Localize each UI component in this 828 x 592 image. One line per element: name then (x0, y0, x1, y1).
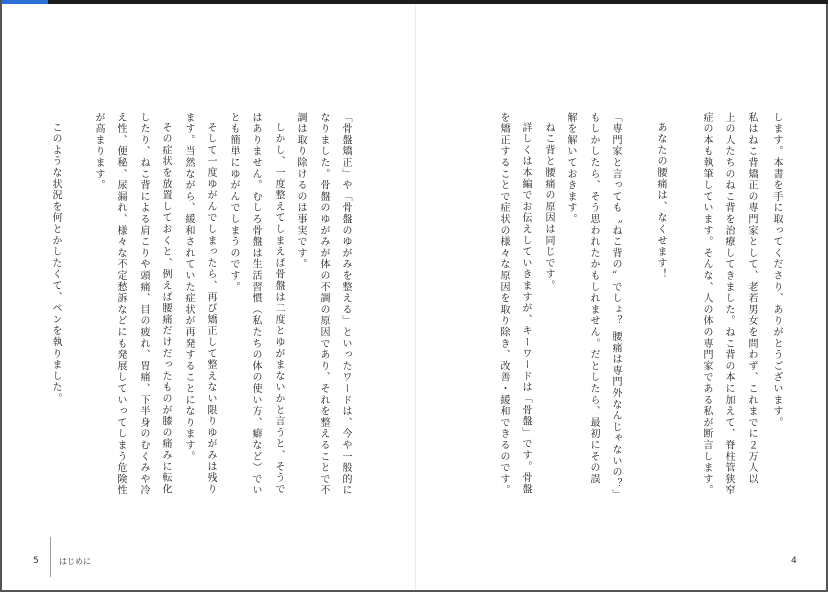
text-line (673, 112, 693, 542)
top-bar-accent (2, 0, 48, 4)
text-line: を矯正することで症状の様々な原因を取り除き、改善・緩和できるのです。 (498, 112, 509, 497)
text-line: 私はねこ背矯正の専門家として、老若男女を問わず、これまでに２万人以 (746, 112, 757, 485)
page-gutter (415, 4, 416, 590)
text-line: その症状を放置しておくと、例えば腰痛だけだったものが膝の痛みに転化 (160, 122, 171, 495)
text-line: ねこ背と腰痛の原因は同じです。 (543, 122, 554, 292)
page-number-left: 5 (33, 556, 39, 566)
text-line: とも簡単にゆがんでしまうのです。 (228, 112, 239, 293)
text-line: そして一度ゆがんでしまったら、再び矯正して整えない限りゆがみは残り (205, 122, 216, 495)
text-line: 症の本も執筆しています。そんな、人の体の専門家である私が断言します。 (701, 112, 712, 497)
text-line: 上の人たちのねこ背を治療してきました。ねこ背の本に加えて、脊柱管狭窄 (723, 112, 734, 497)
text-line: 調は取り除けるのは事実です。 (295, 112, 306, 271)
text-line: します。本書を手に取ってくださり、ありがとうございます。 (771, 112, 782, 429)
text-line: このような状況を何とかしたくて、ペンを執りました。 (50, 122, 61, 405)
text-line (66, 112, 86, 542)
running-title: はじめに (59, 557, 91, 566)
footer-divider (50, 537, 51, 577)
text-line: ます。当然ながら、緩和されていた症状が再発することになります。 (183, 112, 194, 463)
text-line: もしかしたら、そう思われたかもしれません。だとしたら、最初にその誤 (588, 112, 599, 485)
text-line (628, 112, 648, 542)
text-line: 「骨盤矯正」や「骨盤のゆがみを整える」といったワードは、今や一般的に (340, 112, 351, 497)
text-line-highlight: あなたの腰痛は、なくせます！ (655, 122, 666, 281)
text-line: しかし、一度整えてしまえば骨盤は二度とゆがまないかと言うと、そうで (273, 122, 284, 495)
text-line: 詳しくは本編でお伝えしていきますが、キーワードは「骨盤」です。骨盤 (520, 122, 531, 495)
page-number-right: 4 (791, 556, 797, 566)
text-line: が高まります。 (93, 112, 104, 192)
text-line: なりました。骨盤のゆがみが体の不調の原因であり、それを整えることで不 (318, 112, 329, 497)
text-line: 「専門家と言っても〝ねこ背の〟でしょ？ 腰痛は専門外なんじゃないの？」 (610, 112, 621, 501)
text-line: え性、便秘、尿漏れ、様々な不定愁訴などにも発展していってしまう危険性 (115, 112, 126, 497)
text-line: はありません。むしろ骨盤は生活習慣（私たちの体の使い方、癖など）でい (250, 112, 261, 497)
text-line: したり、ねこ背による肩こりや頭痛、目の疲れ、胃痛、下半身のむくみや冷 (138, 112, 149, 497)
text-line: 解を解いておきます。 (565, 112, 576, 225)
